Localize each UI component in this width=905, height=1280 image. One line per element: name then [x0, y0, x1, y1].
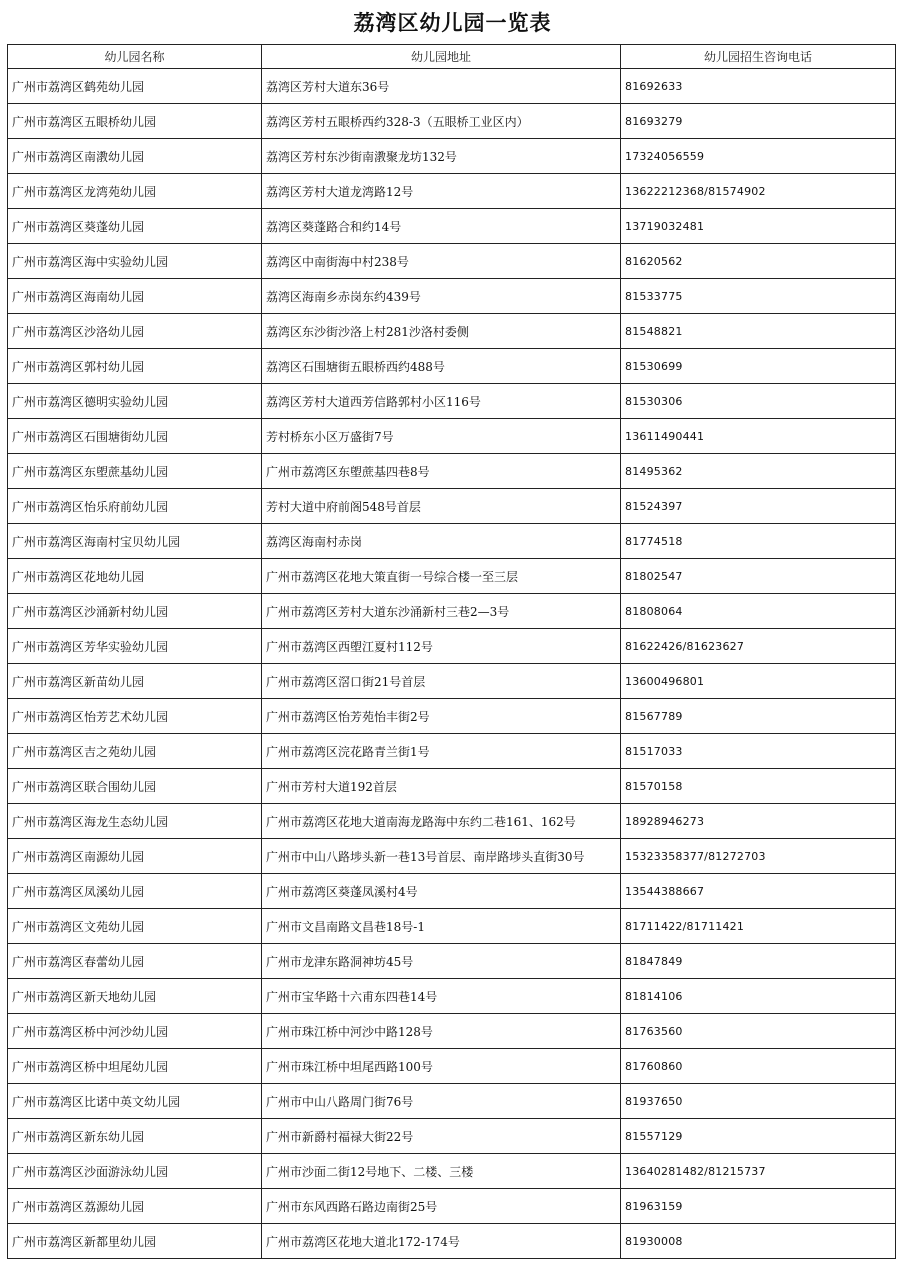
table-row — [8, 209, 896, 244]
table-header-row — [8, 45, 896, 69]
table-row — [8, 524, 896, 559]
kindergarten-name-cell: 广州市荔湾区南漖幼儿园 — [8, 139, 262, 174]
table-row — [8, 314, 896, 349]
kindergarten-name-cell: 广州市荔湾区沙涌新村幼儿园 — [8, 594, 262, 629]
kindergarten-phone-cell: 81524397 — [621, 489, 896, 524]
table-row — [8, 1119, 896, 1154]
kindergarten-name-cell: 广州市荔湾区春蕾幼儿园 — [8, 944, 262, 979]
kindergarten-address-cell: 广州市荔湾区怡芳苑怡丰街2号 — [262, 699, 621, 734]
table-body — [8, 69, 896, 1259]
table-row — [8, 769, 896, 804]
kindergarten-phone-cell: 15323358377/81272703 — [621, 839, 896, 874]
kindergarten-address-cell: 广州市荔湾区花地大策直街一号综合楼一至三层 — [262, 559, 621, 594]
kindergarten-address-cell: 广州市荔湾区浣花路青兰街1号 — [262, 734, 621, 769]
table-row — [8, 454, 896, 489]
kindergarten-phone-cell: 81711422/81711421 — [621, 909, 896, 944]
table-row — [8, 734, 896, 769]
table-row — [8, 349, 896, 384]
table-row — [8, 244, 896, 279]
kindergarten-name-cell: 广州市荔湾区芳华实验幼儿园 — [8, 629, 262, 664]
table-row — [8, 489, 896, 524]
kindergarten-phone-cell: 81570158 — [621, 769, 896, 804]
kindergarten-name-cell: 广州市荔湾区凤溪幼儿园 — [8, 874, 262, 909]
kindergarten-phone-cell: 13611490441 — [621, 419, 896, 454]
kindergarten-phone-cell: 81692633 — [621, 69, 896, 104]
kindergarten-phone-cell: 13622212368/81574902 — [621, 174, 896, 209]
kindergarten-name-cell: 广州市荔湾区文苑幼儿园 — [8, 909, 262, 944]
kindergarten-name-cell: 广州市荔湾区新都里幼儿园 — [8, 1224, 262, 1259]
kindergarten-address-cell: 广州市荔湾区花地大道北172-174号 — [262, 1224, 621, 1259]
table-row — [8, 909, 896, 944]
kindergarten-phone-cell: 81495362 — [621, 454, 896, 489]
kindergarten-phone-cell: 17324056559 — [621, 139, 896, 174]
kindergarten-phone-cell: 81930008 — [621, 1224, 896, 1259]
kindergarten-address-cell: 荔湾区葵蓬路合和约14号 — [262, 209, 621, 244]
kindergarten-name-cell: 广州市荔湾区桥中坦尾幼儿园 — [8, 1049, 262, 1084]
kindergarten-name-cell: 广州市荔湾区海龙生态幼儿园 — [8, 804, 262, 839]
table-row — [8, 699, 896, 734]
kindergarten-address-cell: 广州市珠江桥中坦尾西路100号 — [262, 1049, 621, 1084]
table-row — [8, 1014, 896, 1049]
kindergarten-phone-cell: 81693279 — [621, 104, 896, 139]
kindergarten-address-cell: 广州市芳村大道192首层 — [262, 769, 621, 804]
table-row — [8, 594, 896, 629]
kindergarten-phone-cell: 81760860 — [621, 1049, 896, 1084]
kindergarten-name-cell: 广州市荔湾区鹤苑幼儿园 — [8, 69, 262, 104]
kindergarten-address-cell: 广州市荔湾区葵蓬凤溪村4号 — [262, 874, 621, 909]
kindergarten-address-cell: 荔湾区东沙街沙洛上村281沙洛村委侧 — [262, 314, 621, 349]
kindergarten-address-cell: 广州市宝华路十六甫东四巷14号 — [262, 979, 621, 1014]
kindergarten-phone-cell: 81963159 — [621, 1189, 896, 1224]
kindergarten-phone-cell: 13600496801 — [621, 664, 896, 699]
kindergarten-name-cell: 广州市荔湾区海中实验幼儿园 — [8, 244, 262, 279]
kindergarten-name-cell: 广州市荔湾区沙面游泳幼儿园 — [8, 1154, 262, 1189]
table-row — [8, 1049, 896, 1084]
kindergarten-phone-cell: 13719032481 — [621, 209, 896, 244]
kindergarten-address-cell: 广州市文昌南路文昌巷18号-1 — [262, 909, 621, 944]
table-row — [8, 1189, 896, 1224]
kindergarten-phone-cell: 81622426/81623627 — [621, 629, 896, 664]
kindergarten-address-cell: 荔湾区芳村大道龙湾路12号 — [262, 174, 621, 209]
table-row — [8, 629, 896, 664]
kindergarten-name-cell: 广州市荔湾区联合围幼儿园 — [8, 769, 262, 804]
kindergarten-address-cell: 广州市荔湾区西塱江夏村112号 — [262, 629, 621, 664]
kindergarten-phone-cell: 81774518 — [621, 524, 896, 559]
kindergarten-phone-cell: 13640281482/81215737 — [621, 1154, 896, 1189]
kindergarten-phone-cell: 81530699 — [621, 349, 896, 384]
kindergarten-address-cell: 荔湾区芳村五眼桥西约328-3（五眼桥工业区内） — [262, 104, 621, 139]
kindergarten-address-cell: 广州市中山八路埗头新一巷13号首层、南岸路埗头直街30号 — [262, 839, 621, 874]
table-row — [8, 139, 896, 174]
kindergarten-name-cell: 广州市荔湾区怡芳艺术幼儿园 — [8, 699, 262, 734]
kindergarten-name-cell: 广州市荔湾区葵蓬幼儿园 — [8, 209, 262, 244]
kindergarten-phone-cell: 81808064 — [621, 594, 896, 629]
kindergarten-address-cell: 荔湾区海南村赤岗 — [262, 524, 621, 559]
table-row — [8, 1224, 896, 1259]
kindergarten-name-cell: 广州市荔湾区龙湾苑幼儿园 — [8, 174, 262, 209]
kindergarten-address-cell: 芳村桥东小区万盛街7号 — [262, 419, 621, 454]
kindergarten-name-cell: 广州市荔湾区新苗幼儿园 — [8, 664, 262, 699]
kindergarten-address-cell: 荔湾区中南街海中村238号 — [262, 244, 621, 279]
kindergarten-address-cell: 广州市荔湾区滘口街21号首层 — [262, 664, 621, 699]
kindergarten-phone-cell: 18928946273 — [621, 804, 896, 839]
table-row — [8, 1154, 896, 1189]
table-row — [8, 384, 896, 419]
page-title: 荔湾区幼儿园一览表 — [353, 11, 552, 35]
kindergarten-address-cell: 广州市荔湾区花地大道南海龙路海中东约二巷161、162号 — [262, 804, 621, 839]
kindergarten-phone-cell: 81937650 — [621, 1084, 896, 1119]
kindergarten-phone-cell: 81557129 — [621, 1119, 896, 1154]
kindergarten-name-cell: 广州市荔湾区比诺中英文幼儿园 — [8, 1084, 262, 1119]
kindergarten-phone-cell: 81763560 — [621, 1014, 896, 1049]
kindergarten-phone-cell: 81530306 — [621, 384, 896, 419]
kindergarten-address-cell: 荔湾区海南乡赤岗东约439号 — [262, 279, 621, 314]
kindergarten-address-cell: 广州市沙面二街12号地下、二楼、三楼 — [262, 1154, 621, 1189]
kindergarten-name-cell: 广州市荔湾区德明实验幼儿园 — [8, 384, 262, 419]
kindergarten-name-cell: 广州市荔湾区吉之苑幼儿园 — [8, 734, 262, 769]
kindergarten-address-cell: 芳村大道中府前阁548号首层 — [262, 489, 621, 524]
column-header-address: 幼儿园地址 — [262, 45, 621, 69]
kindergarten-name-cell: 广州市荔湾区花地幼儿园 — [8, 559, 262, 594]
table-row — [8, 104, 896, 139]
table-row — [8, 419, 896, 454]
kindergarten-name-cell: 广州市荔湾区五眼桥幼儿园 — [8, 104, 262, 139]
kindergarten-address-cell: 荔湾区芳村大道西芳信路郭村小区116号 — [262, 384, 621, 419]
table-row — [8, 944, 896, 979]
kindergarten-name-cell: 广州市荔湾区海南村宝贝幼儿园 — [8, 524, 262, 559]
table-row — [8, 664, 896, 699]
table-row — [8, 979, 896, 1014]
kindergarten-name-cell: 广州市荔湾区新东幼儿园 — [8, 1119, 262, 1154]
kindergarten-phone-cell: 81567789 — [621, 699, 896, 734]
kindergarten-phone-cell: 81847849 — [621, 944, 896, 979]
table-row — [8, 279, 896, 314]
kindergarten-name-cell: 广州市荔湾区东塱蔗基幼儿园 — [8, 454, 262, 489]
kindergarten-address-cell: 广州市中山八路周门街76号 — [262, 1084, 621, 1119]
kindergarten-name-cell: 广州市荔湾区荔源幼儿园 — [8, 1189, 262, 1224]
kindergarten-phone-cell: 81814106 — [621, 979, 896, 1014]
table-row — [8, 69, 896, 104]
column-header-name: 幼儿园名称 — [8, 45, 262, 69]
kindergarten-name-cell: 广州市荔湾区郭村幼儿园 — [8, 349, 262, 384]
table-row — [8, 174, 896, 209]
table-row — [8, 1084, 896, 1119]
kindergarten-address-cell: 荔湾区芳村东沙街南漖聚龙坊132号 — [262, 139, 621, 174]
kindergarten-name-cell: 广州市荔湾区海南幼儿园 — [8, 279, 262, 314]
kindergarten-phone-cell: 81620562 — [621, 244, 896, 279]
kindergarten-address-cell: 广州市荔湾区东塱蔗基四巷8号 — [262, 454, 621, 489]
kindergarten-name-cell: 广州市荔湾区南源幼儿园 — [8, 839, 262, 874]
kindergarten-name-cell: 广州市荔湾区新天地幼儿园 — [8, 979, 262, 1014]
table-row — [8, 804, 896, 839]
column-header-phone: 幼儿园招生咨询电话 — [621, 45, 896, 69]
kindergarten-address-cell: 广州市珠江桥中河沙中路128号 — [262, 1014, 621, 1049]
kindergarten-name-cell: 广州市荔湾区怡乐府前幼儿园 — [8, 489, 262, 524]
table-row — [8, 839, 896, 874]
kindergarten-phone-cell: 13544388667 — [621, 874, 896, 909]
kindergarten-phone-cell: 81533775 — [621, 279, 896, 314]
kindergarten-name-cell: 广州市荔湾区桥中河沙幼儿园 — [8, 1014, 262, 1049]
table-row — [8, 559, 896, 594]
kindergarten-name-cell: 广州市荔湾区石围塘街幼儿园 — [8, 419, 262, 454]
kindergarten-address-cell: 广州市新爵村福禄大街22号 — [262, 1119, 621, 1154]
kindergarten-address-cell: 荔湾区石围塘街五眼桥西约488号 — [262, 349, 621, 384]
kindergarten-phone-cell: 81548821 — [621, 314, 896, 349]
kindergarten-address-cell: 荔湾区芳村大道东36号 — [262, 69, 621, 104]
kindergarten-name-cell: 广州市荔湾区沙洛幼儿园 — [8, 314, 262, 349]
kindergarten-phone-cell: 81802547 — [621, 559, 896, 594]
kindergarten-address-cell: 广州市荔湾区芳村大道东沙涌新村三巷2—3号 — [262, 594, 621, 629]
kindergarten-address-cell: 广州市龙津东路洞神坊45号 — [262, 944, 621, 979]
kindergarten-address-cell: 广州市东风西路石路边南街25号 — [262, 1189, 621, 1224]
kindergarten-phone-cell: 81517033 — [621, 734, 896, 769]
kindergarten-table — [7, 44, 896, 1259]
table-row — [8, 874, 896, 909]
